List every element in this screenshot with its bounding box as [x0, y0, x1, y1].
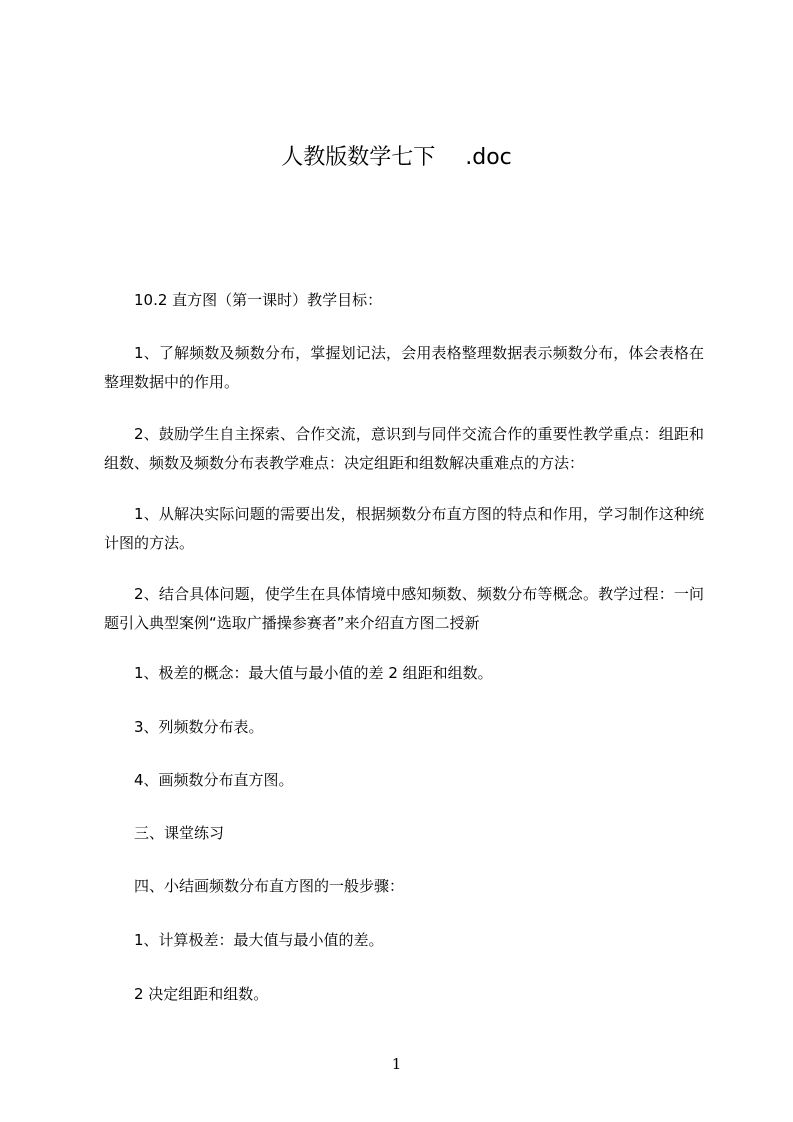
- paragraph-step-table: 3、列频数分布表。: [134, 718, 264, 736]
- paragraph-step-range: 1、极差的概念：最大值与最小值的差 2 组距和组数。: [134, 664, 493, 682]
- paragraph-summary-step-1: 1、计算极差：最大值与最小值的差。: [134, 931, 384, 949]
- page-number: 1: [391, 1055, 402, 1073]
- paragraph-practice: 三、课堂练习: [134, 824, 225, 842]
- paragraph-section-heading: 10.2 直方图（第一课时）教学目标：: [134, 291, 383, 309]
- paragraph-summary: 四、小结画频数分布直方图的一般步骤：: [134, 877, 405, 895]
- title-main: 人教版数学七下: [281, 145, 436, 170]
- paragraph-goal-2: 2、鼓励学生自主探索、合作交流，意识到与同伴交流合作的重要性教学重点：组距和组数、频数及频数分布表教学难点：决定组距和组数解决重难点的方法：: [104, 425, 704, 472]
- paragraph-step-histogram: 4、画频数分布直方图。: [134, 771, 294, 789]
- paragraph-method-1: 1、从解决实际问题的需要出发，根据频数分布直方图的特点和作用，学习制作这种统计图的方法。: [104, 505, 704, 552]
- paragraph-goal-1: 1、了解频数及频数分布，掌握划记法，会用表格整理数据表示频数分布，体会表格在整理数据中的作用。: [104, 344, 704, 391]
- paragraph-summary-step-2: 2 决定组距和组数。: [134, 985, 269, 1003]
- document-title: [0, 140, 793, 176]
- paragraph-method-2: 2、结合具体问题，使学生在具体情境中感知频数、频数分布等概念。教学过程：一问题引入典型案例“选取广播操参赛者”来介绍直方图二授新: [104, 585, 704, 632]
- title-extension: .doc: [465, 145, 512, 170]
